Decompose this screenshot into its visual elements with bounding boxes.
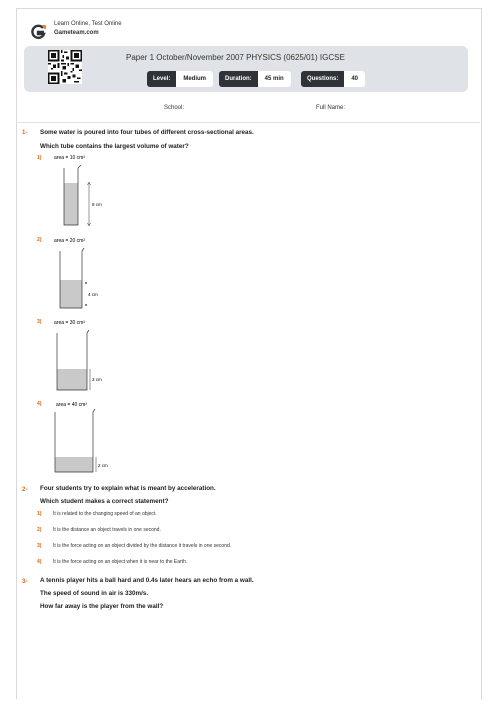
q2-option-2-text[interactable]: It is the distance an object travels in one second. — [53, 527, 161, 533]
school-label: School: — [164, 105, 185, 111]
q1-option-2-height-label: 4 cm — [88, 292, 98, 297]
q1-option-2-area-label: area = 20 cm² — [54, 238, 85, 244]
duration-chip — [219, 71, 291, 87]
q1-option-4-tube-diagram[interactable] — [52, 399, 122, 475]
q1-option-3-height-label: 3 cm — [92, 377, 102, 382]
question-3-line-3: How far away is the player from the wall? — [40, 603, 164, 610]
q1-option-3-tube-diagram[interactable] — [52, 317, 122, 393]
duration-label: Duration: — [219, 71, 258, 87]
q1-option-1-height-label: 8 cm — [92, 202, 102, 207]
question-3-line-1: A tennis player hits a ball hard and 0.4s later hears an echo from a wall. — [40, 577, 254, 584]
brand-site-link[interactable]: Gameteam.com — [54, 30, 99, 36]
q1-option-1-water — [64, 183, 78, 225]
question-1-line-1: Some water is poured into four tubes of different cross-sectional areas. — [40, 129, 254, 136]
level-label: Level: — [147, 71, 176, 87]
q2-option-1-number[interactable]: 1) — [37, 511, 42, 517]
header-divider — [16, 122, 480, 123]
duration-value: 45 min — [258, 71, 291, 87]
question-1-line-2: Which tube contains the largest volume of water? — [40, 143, 189, 150]
level-value: Medium — [176, 71, 213, 87]
q1-option-4-area-label: area = 40 cm² — [56, 402, 87, 408]
q1-option-2-tube-diagram[interactable] — [52, 235, 112, 311]
question-3-number: 3- — [22, 579, 28, 585]
question-1-number: 1- — [22, 130, 28, 136]
gameteam-logo-icon — [30, 24, 46, 40]
q1-option-4-number[interactable]: 4) — [37, 401, 42, 407]
q1-option-2-water — [60, 280, 82, 308]
question-3-line-2: The speed of sound in air is 330m/s. — [40, 590, 149, 597]
q1-option-4-height-label: 2 cm — [98, 463, 108, 468]
qr-code-icon — [48, 50, 82, 84]
q2-option-4-text[interactable]: It is the force acting on an object when it is near to the Earth. — [53, 559, 188, 565]
q1-option-3-water — [57, 369, 87, 390]
paper-title: Paper 1 October/November 2007 PHYSICS (0625/01) IGCSE — [126, 53, 345, 62]
question-2-line-2: Which student makes a correct statement? — [40, 498, 169, 505]
questions-chip — [301, 71, 365, 87]
q1-option-4-water — [55, 457, 93, 472]
brand-tagline: Learn Online, Test Online — [54, 21, 122, 27]
q1-option-3-area-label: area = 30 cm² — [54, 320, 85, 326]
question-2-number: 2- — [22, 487, 28, 493]
q1-option-1-tube-diagram[interactable] — [52, 152, 112, 228]
q1-option-2-number[interactable]: 2) — [37, 237, 42, 243]
q1-option-1-area-label: area = 10 cm² — [54, 155, 85, 161]
q1-option-1-number[interactable]: 1) — [37, 155, 42, 161]
questions-value: 40 — [344, 71, 365, 87]
fullname-label: Full Name: — [316, 105, 346, 111]
q2-option-1-text[interactable]: It is related to the changing speed of an object. — [53, 511, 157, 517]
q2-option-3-number[interactable]: 3) — [37, 543, 42, 549]
level-chip — [147, 71, 213, 87]
q1-option-3-number[interactable]: 3) — [37, 319, 42, 325]
q2-option-2-number[interactable]: 2) — [37, 527, 42, 533]
q2-option-4-number[interactable]: 4) — [37, 559, 42, 565]
questions-label: Questions: — [301, 71, 344, 87]
q2-option-3-text[interactable]: It is the force acting on an object divided by the distance it travels in one second. — [53, 543, 232, 549]
question-2-line-1: Four students try to explain what is meant by acceleration. — [40, 485, 216, 492]
